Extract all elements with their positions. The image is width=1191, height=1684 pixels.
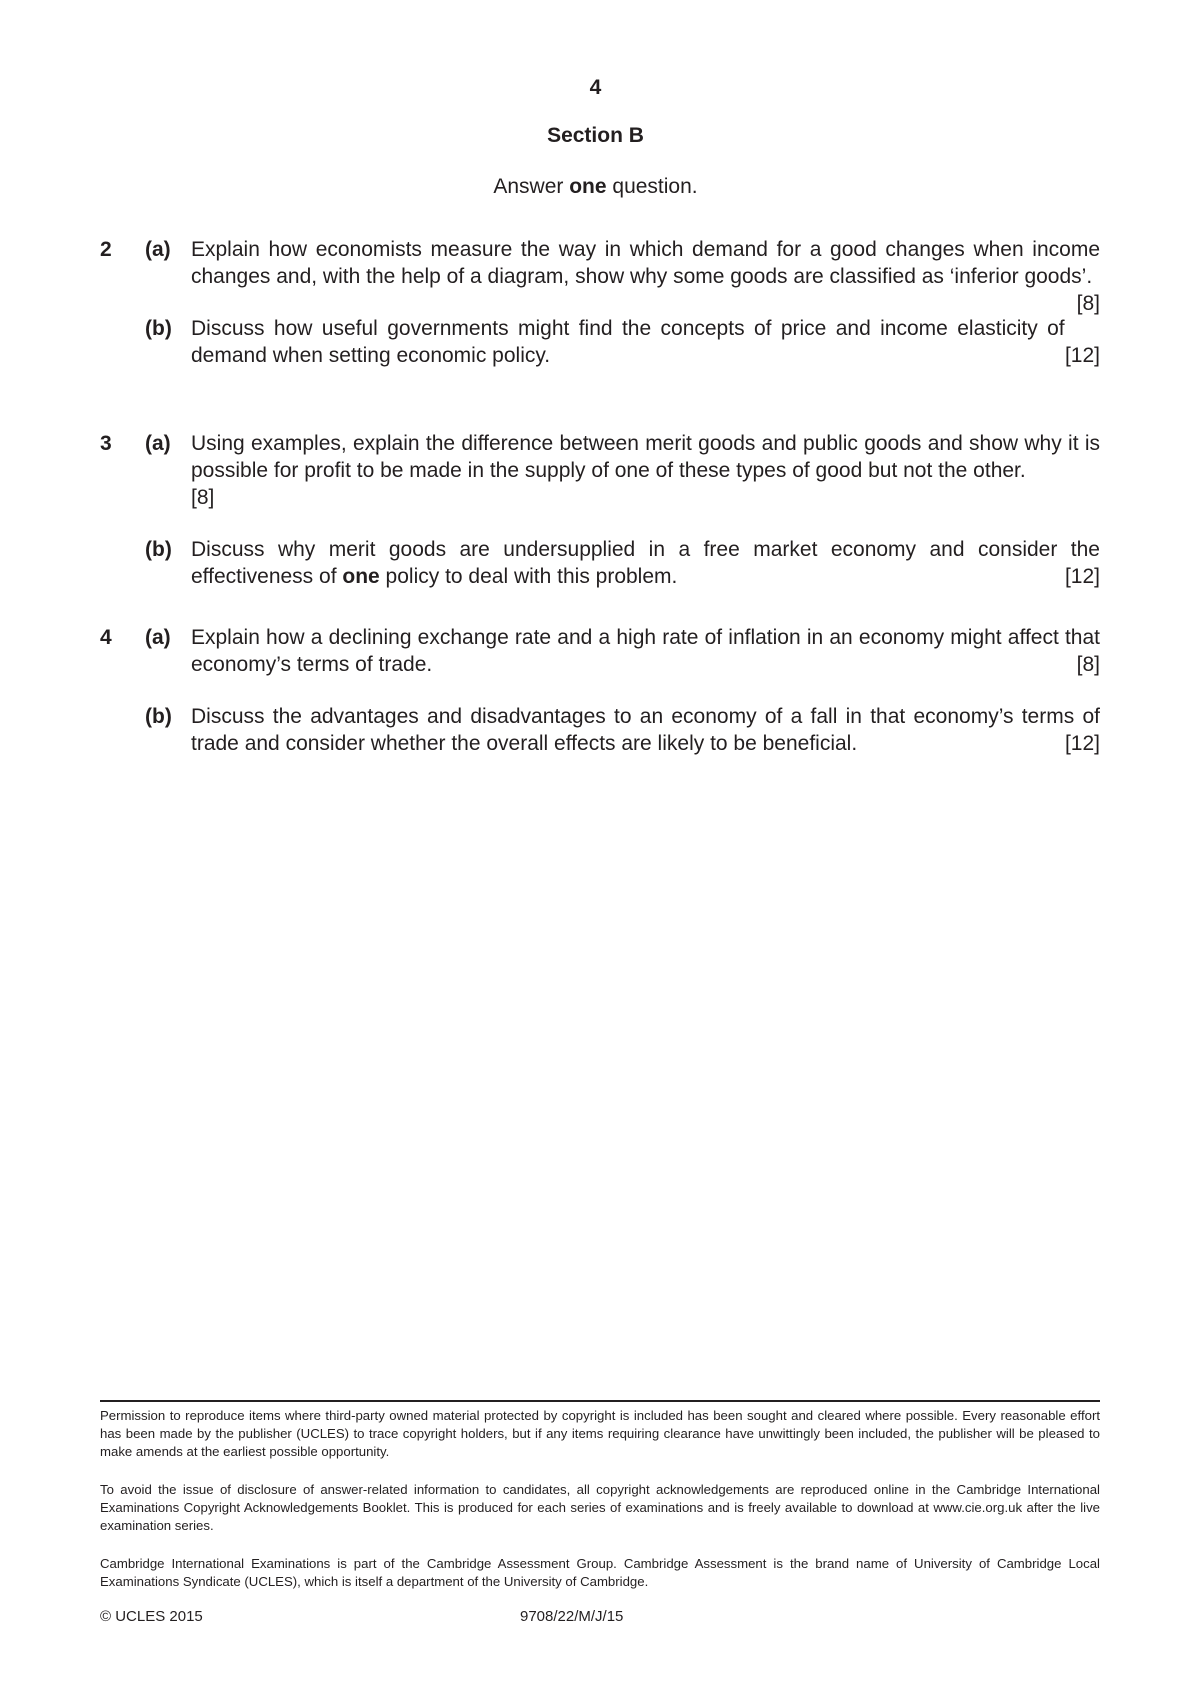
instruction [0,175,1191,199]
instruction-emphasis: one [569,175,607,198]
question-number: 2 [100,238,112,261]
marks: [12] [1064,732,1100,755]
part-text-emphasis: one [342,565,380,588]
part-label: (a) [145,432,171,455]
question-2-part-b [145,315,1100,369]
question-3 [100,430,1100,615]
question-number: 3 [100,432,112,455]
marks: [8] [1076,292,1100,315]
part-text-body: Discuss the advantages and disadvantages to an economy of a fall in that economy’s terms of trade and consider whether the overall effects are likely to be beneficial. [191,705,1100,755]
part-text-body: Explain how economists measure the way in which demand for a good changes when income changes and, with the help of a diagram, show why some goods are classified as ‘inferior goods’. [191,238,1100,288]
part-label: (b) [145,705,172,728]
part-text [191,703,1100,757]
marks: [12] [1064,344,1100,367]
question-4 [100,624,1100,782]
part-text-body-end: policy to deal with this problem. [379,565,678,588]
question-4-part-b [145,703,1100,757]
page-number: 4 [589,76,602,99]
paper-code: 9708/22/M/J/15 [520,1608,624,1625]
question-2 [100,236,1100,394]
part-text [191,315,1100,369]
question-2-part-a [145,236,1100,315]
question-3-part-a [145,430,1100,511]
part-text-body: Discuss why merit goods are undersupplied in a free market economy and consider the effectiveness of [191,538,1100,588]
part-label: (a) [145,238,171,261]
footer-disclosure: To avoid the issue of disclosure of answer-related information to candidates, all copyright acknowledgements are reproduced online in the Cambridge International Examinations Copyright Acknowledgements Booklet. This is produced for each series of examinations and is freely available to download at www.cie.org.uk after the live examination series. [100,1482,1100,1533]
part-label: (b) [145,538,172,561]
part-text [191,624,1100,678]
instruction-text: Answer [493,175,570,198]
footer-divider [100,1400,1100,1402]
marks: [12] [1064,565,1100,588]
part-label: (a) [145,626,171,649]
footer-cambridge: Cambridge International Examinations is part of the Cambridge Assessment Group. Cambridge Assessment is the brand name of University of Cambridge Local Examinations Syndicate (UCLES), which is itself a department of the University of Cambridge. [100,1556,1100,1589]
part-text [191,430,1100,511]
section-title: Section B [547,124,644,147]
marks: [8] [1076,653,1100,676]
marks: [8] [191,486,215,509]
part-text-body: Explain how a declining exchange rate and a high rate of inflation in an economy might affect that economy’s terms of trade. [191,626,1100,676]
question-number: 4 [100,626,112,649]
part-text-body: Discuss how useful governments might find the concepts of price and income elasticity of demand when setting economic policy. [191,317,1065,367]
instruction-text-end: question. [606,175,698,198]
part-text-body: Using examples, explain the difference between merit goods and public goods and show why it is possible for profit to be made in the supply of one of these types of good but not the other. [191,432,1100,482]
part-label: (b) [145,317,172,340]
question-4-part-a [145,624,1100,678]
footer-permission: Permission to reproduce items where third-party owned material protected by copyright is included has been sought and cleared where possible. Every reasonable effort has been made by the publisher (UCLES) to trace copyright holders, but if any items requiring clearance have unwittingly been included, the publisher will be pleased to make amends at the earliest possible opportunity. [100,1408,1100,1459]
copyright: © UCLES 2015 [100,1608,203,1625]
part-text [191,236,1100,315]
question-3-part-b [145,536,1100,590]
part-text [191,536,1100,590]
